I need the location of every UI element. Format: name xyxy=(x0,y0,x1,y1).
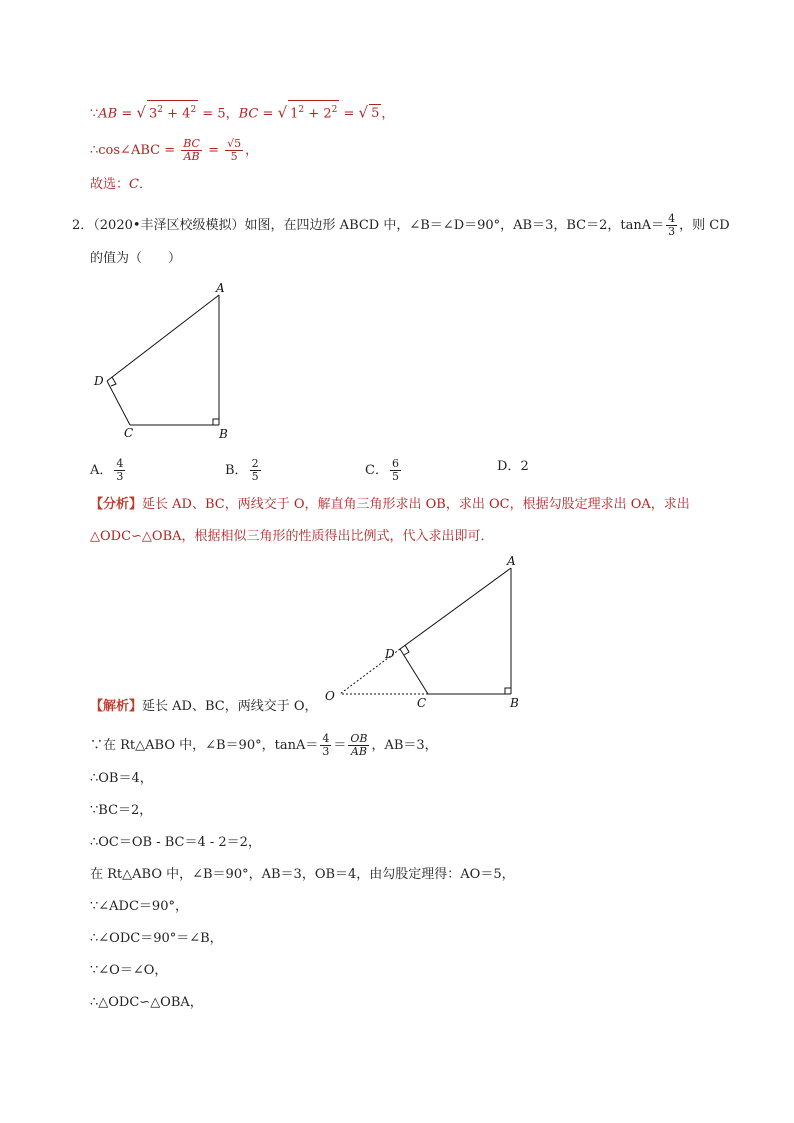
solution-tan-fraction xyxy=(320,733,331,758)
label-b: B xyxy=(510,696,519,710)
ab-label: AB xyxy=(98,106,118,122)
edge-cd xyxy=(107,381,130,425)
prev-answer-line: 故选：C． xyxy=(90,177,152,192)
question-number: 2． xyxy=(72,218,94,233)
ab-value: 5 xyxy=(217,106,226,122)
cos-result-fraction xyxy=(225,138,243,163)
bc-radicand: $1^2 + 2^2$ xyxy=(288,100,339,123)
solution-line1-a: ∵在 Rt△ABO 中，∠B＝90°，tanA＝ xyxy=(90,738,319,753)
quadrilateral-figure xyxy=(85,276,245,446)
option-d-letter: D． xyxy=(497,459,521,474)
right-angle-d xyxy=(404,645,409,655)
solution-ob-ab-fraction xyxy=(348,733,369,758)
option-b-den: 5 xyxy=(251,470,259,483)
bc-label: BC xyxy=(238,106,259,122)
solution-line1 xyxy=(90,733,438,758)
solution-line4: ∴OC＝OB - BC＝4 - 2＝2， xyxy=(90,835,261,850)
cos-text: cos∠ABC xyxy=(98,143,161,158)
solution-line9: ∴△ODC∽△OBA， xyxy=(90,995,203,1010)
option-c-den: 5 xyxy=(391,470,399,483)
option-a-fraction xyxy=(114,458,125,483)
solution-line5: 在 Rt△ABO 中，∠B＝90°，AB＝3，OB＝4，由勾股定理得：AO＝5， xyxy=(90,867,515,882)
solution-line3: ∵BC＝2， xyxy=(90,803,153,818)
cos-den: AB xyxy=(183,150,200,163)
tan-num: 4 xyxy=(668,212,676,225)
option-a-letter: A． xyxy=(90,463,113,478)
question-source: （2020•丰泽区校级模拟） xyxy=(93,218,245,233)
tan-fraction xyxy=(666,213,677,238)
ab-radicand: $3^2 + 4^2$ xyxy=(147,100,198,123)
label-d: D xyxy=(94,374,104,388)
cos-fraction xyxy=(181,138,202,163)
solution-line8: ∵∠O＝∠O， xyxy=(90,963,168,978)
option-c-letter: C． xyxy=(365,463,388,478)
solution-intro-line xyxy=(90,698,318,716)
label-b: B xyxy=(219,427,228,441)
option-d[interactable] xyxy=(497,458,529,476)
right-angle-b xyxy=(213,419,219,425)
option-a-den: 3 xyxy=(116,470,124,483)
solution-line1-b: ，AB＝3， xyxy=(371,738,438,753)
question-stem-part1: 如图，在四边形 ABCD 中，∠B＝∠D＝90°，AB＝3，BC＝2，tanA＝ xyxy=(244,218,665,233)
prev-cos-line: ∴cos∠ABC = $\frac{BC}{AB}$ = $\frac{√5}{5}$ ， xyxy=(90,137,259,163)
label-d: D xyxy=(385,647,395,661)
option-b-num: 2 xyxy=(251,457,259,470)
solution-intro: 延长 AD、BC，两线交于 O， xyxy=(142,699,318,714)
analysis-text1: 延长 AD、BC，两线交于 O，解直角三角形求出 OB，求出 OC，根据勾股定理求出 OA，求出 xyxy=(142,497,690,512)
option-a-num: 4 xyxy=(116,457,124,470)
edge-cd xyxy=(400,649,428,694)
ab-sq-2: 2 xyxy=(190,105,197,115)
solution-tan-num: 4 xyxy=(322,732,330,745)
bc-sq-1: 2 xyxy=(298,105,305,115)
analysis-line2: △ODC∽△OBA，根据相似三角形的性质得出比例式，代入求出即可． xyxy=(90,529,494,544)
prev-ab-bc-line: ∵AB = √ $3^2 + 4^2 = 5$，BC = √ $1^2 + 2^2$ = √ 5 ， xyxy=(90,100,394,123)
option-c-fraction xyxy=(390,458,401,483)
answer-label: 故选： xyxy=(90,177,130,192)
question-stem-line1 xyxy=(72,213,730,238)
tan-den: 3 xyxy=(668,225,676,238)
solution-line2: ∴OB＝4， xyxy=(90,771,153,786)
option-b[interactable] xyxy=(225,458,263,483)
question-stem-line2: 的值为（ ） xyxy=(90,251,182,266)
option-a[interactable] xyxy=(90,458,127,483)
option-b-fraction xyxy=(250,458,261,483)
bc-rad-2: 2 xyxy=(323,106,332,122)
solution-equals: ＝ xyxy=(333,738,347,753)
answer-value: C xyxy=(129,177,139,192)
bc-sq-2: 2 xyxy=(331,105,338,115)
analysis-line1 xyxy=(90,496,690,514)
label-o: O xyxy=(325,689,335,703)
extended-figure xyxy=(320,552,530,712)
right-angle-b xyxy=(505,688,511,694)
cos-result-num: √5 xyxy=(227,137,242,150)
ab-rad-1: 3 xyxy=(148,106,158,122)
therefore-symbol: ∴ xyxy=(90,143,99,158)
ab-rad-2: 4 xyxy=(182,106,191,122)
analysis-tag: 【分析】 xyxy=(90,497,143,512)
bc-value: 5 xyxy=(371,106,380,122)
because-symbol: ∵ xyxy=(90,106,99,122)
label-c: C xyxy=(417,696,427,710)
cos-result-den: 5 xyxy=(230,150,238,163)
label-a: A xyxy=(216,281,225,295)
bc-rad-1: 1 xyxy=(290,106,299,122)
ab-sq-1: 2 xyxy=(157,105,163,115)
solution-ob: OB xyxy=(350,732,368,745)
label-c: C xyxy=(124,426,134,440)
right-angle-d xyxy=(111,377,116,386)
solution-line6: ∵∠ADC＝90°， xyxy=(90,899,188,914)
option-c-num: 6 xyxy=(391,457,399,470)
option-c[interactable] xyxy=(365,458,403,483)
option-b-letter: B． xyxy=(225,463,248,478)
option-d-value: 2 xyxy=(520,459,529,474)
edge-da xyxy=(107,295,219,381)
solution-ab: AB xyxy=(350,745,367,758)
edge-da xyxy=(400,568,511,649)
question-stem-part2: ，则 CD xyxy=(679,218,730,233)
solution-line7: ∴∠ODC＝90°＝∠B， xyxy=(90,931,223,946)
label-a: A xyxy=(507,554,516,568)
solution-tag: 【解析】 xyxy=(90,699,143,714)
cos-num: BC xyxy=(183,137,200,150)
solution-tan-den: 3 xyxy=(322,745,330,758)
